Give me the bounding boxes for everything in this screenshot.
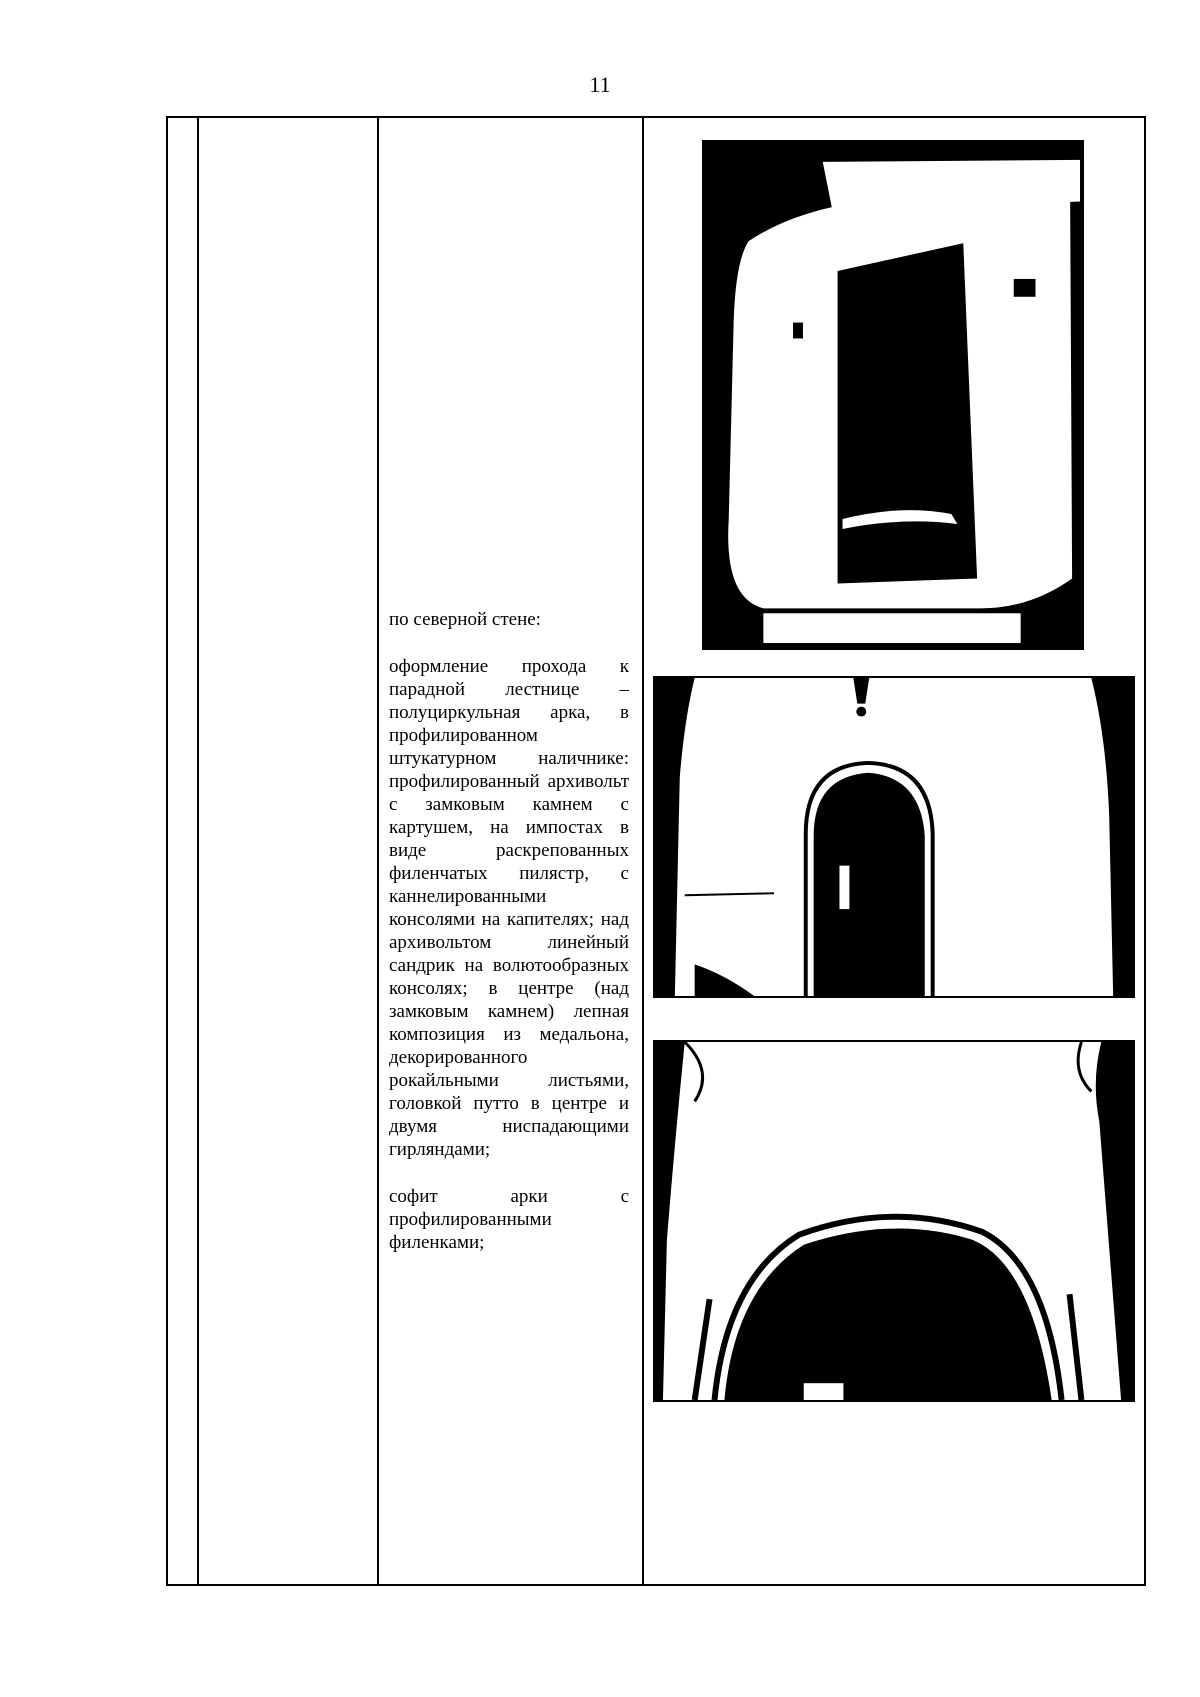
column-divider-1 [197, 118, 199, 1584]
photo-arch-soffit [653, 1040, 1135, 1402]
photo-arch-portal [653, 676, 1135, 998]
page-number: 11 [589, 72, 611, 97]
column-divider-2 [377, 118, 379, 1584]
column-divider-3 [642, 118, 644, 1584]
description-cell [389, 608, 629, 1278]
description-paragraph-2: софит арки с профилированными филенками; [389, 1186, 629, 1253]
description-paragraph-1: оформление прохода к парадной лестнице – полуциркульная арка, в профилированном штукатурном наличнике: профилированный архивольт с замковым камнем с картушем, на импостах в виде раскрепованных филенчатых пилястр, с каннелированными консолями на капителях; над архивольтом линейный сандрик на волютообразных консолях; в центре (над замковым камнем) лепная композиция из медальона, декорированного рокайльными листьями, головкой путто в центре и двумя ниспадающими гирляндами; [389, 656, 629, 1160]
photo-doorway [702, 140, 1084, 650]
description-heading: по северной стене: [389, 609, 541, 630]
